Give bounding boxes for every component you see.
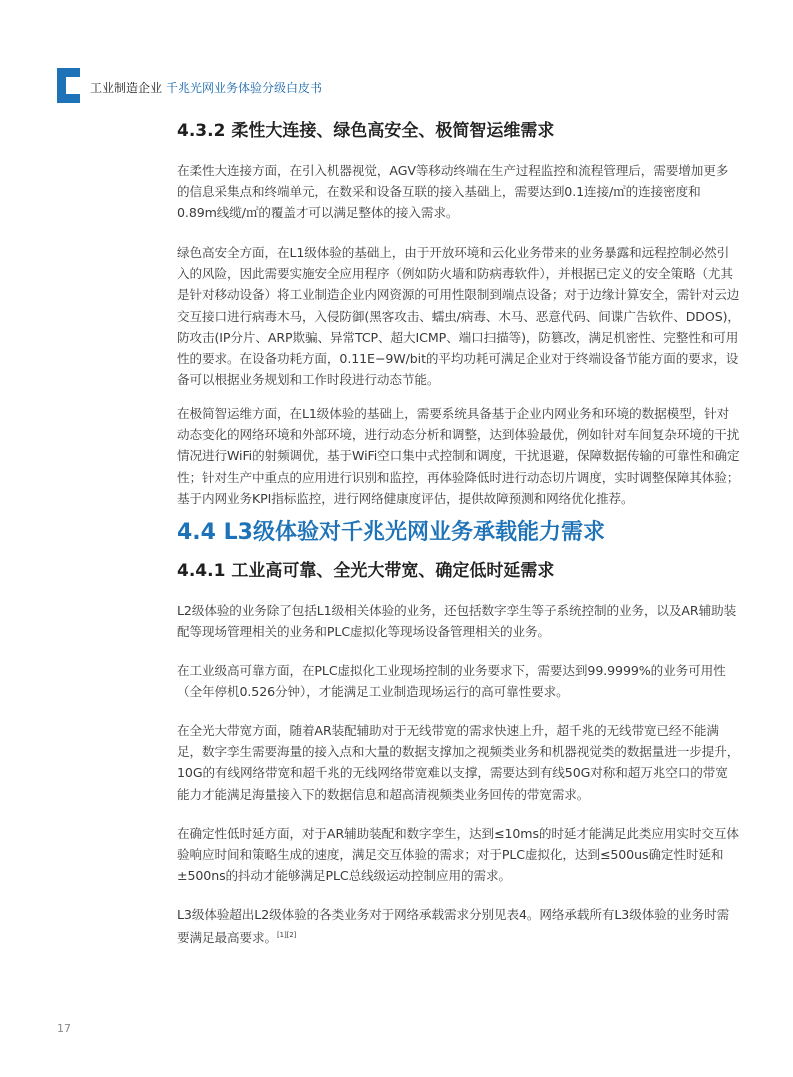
heading-4-4-1: 4.4.1 工业高可靠、全光大带宽、确定低时延需求 <box>177 561 555 581</box>
page-number: 17 <box>57 1022 71 1035</box>
paragraph-bandwidth: 在全光大带宽方面，随着AR装配辅助对于无线带宽的需求快速上升，超千兆的无线带宽已经不能满足，数字孪生需要海量的接入点和大量的数据支撑加之视频类业务和机器视觉类的数据量进一步提升，10G的有线网络带宽和超千兆的无线网络带宽难以支撑，需要达到有线50G对称和超万兆空口的带宽能力才能满足海量接入下的数据信息和超高清视频类业务回传的带宽需求。 <box>177 723 740 802</box>
paragraph-l3-summary-text: L3级体验超出L2级体验的各类业务对于网络承载需求分别见表4。网络承载所有L3级体验的业务时需要满足最高要求。 <box>177 907 730 946</box>
paragraph-flexible-connection: 在柔性大连接方面，在引入机器视觉，AGV等移动终端在生产过程监控和流程管理后，需要增加更多的信息采集点和终端单元，在数采和设备互联的接入基础上，需要达到0.1连接/㎡的连接密度和0.89m线缆/㎡的覆盖才可以满足整体的接入需求。 <box>177 163 729 221</box>
header-company: 工业制造企业 <box>90 81 163 95</box>
paragraph-high-reliability: 在工业级高可靠方面，在PLC虚拟化工业现场控制的业务要求下，需要达到99.9999%的业务可用性（全年停机0.526分钟），才能满足工业制造现场运行的高可靠性要求。 <box>177 663 726 700</box>
heading-4-4: 4.4 L3级体验对千兆光网业务承载能力需求 <box>177 520 605 545</box>
brand-logo-icon <box>57 68 80 103</box>
paragraph-l2-services: L2级体验的业务除了包括L1级相关体验的业务，还包括数字孪生等子系统控制的业务，以及AR辅助装配等现场管理相关的业务和PLC虚拟化等现场设备管理相关的业务。 <box>177 603 737 640</box>
header-doc-title: 千兆光网业务体验分级白皮书 <box>166 81 323 95</box>
paragraph-green-security: 绿色高安全方面，在L1级体验的基础上，由于开放环境和云化业务带来的业务暴露和远程控制必然引入的风险，因此需要实施安全应用程序（例如防火墙和防病毒软件），并根据已定义的安全策略（尤其是针对移动设备）将工业制造企业内网资源的可用性限制到端点设备；对于边缘计算安全，需针对云边交互接口进行病毒木马，入侵防御(黑客攻击、蠕虫/病毒、木马、恶意代码、间谍广告软件、DDOS)，防攻击(IP分片、ARP欺骗、异常TCP、超大ICMP、端口扫描等)，防篡改，满足机密性、完整性和可用性的要求。在设备功耗方面，0.11E−9W/bit的平均功耗可满足企业对于终端设备节能方面的要求，设备可以根据业务规划和工作时段进行动态节能。 <box>177 245 740 388</box>
reference-marks[interactable]: [1][2] <box>276 931 297 940</box>
heading-4-3-2: 4.3.2 柔性大连接、绿色高安全、极简智运维需求 <box>177 121 555 141</box>
paragraph-l3-summary <box>177 904 740 949</box>
paragraph-low-latency: 在确定性低时延方面，对于AR辅助装配和数字孪生，达到≤10ms的时延才能满足此类应用实时交互体验响应时间和策略生成的速度，满足交互体验的需求；对于PLC虚拟化，达到≤500us确定性时延和±500ns的抖动才能够满足PLC总线级运动控制应用的需求。 <box>177 826 739 884</box>
paragraph-smart-ops: 在极简智运维方面，在L1级体验的基础上，需要系统具备基于企业内网业务和环境的数据模型，针对动态变化的网络环境和外部环境，进行动态分析和调整，达到体验最优，例如针对车间复杂环境的干扰情况进行WiFi的射频调优，基于WiFi空口集中式控制和调度，干扰退避，保障数据传输的可靠性和确定性；针对生产中重点的应用进行识别和监控，再体验降低时进行动态切片调度，实时调整保障其体验；基于内网业务KPI指标监控，进行网络健康度评估，提供故障预测和网络优化推荐。 <box>177 406 740 506</box>
running-header <box>90 80 322 96</box>
